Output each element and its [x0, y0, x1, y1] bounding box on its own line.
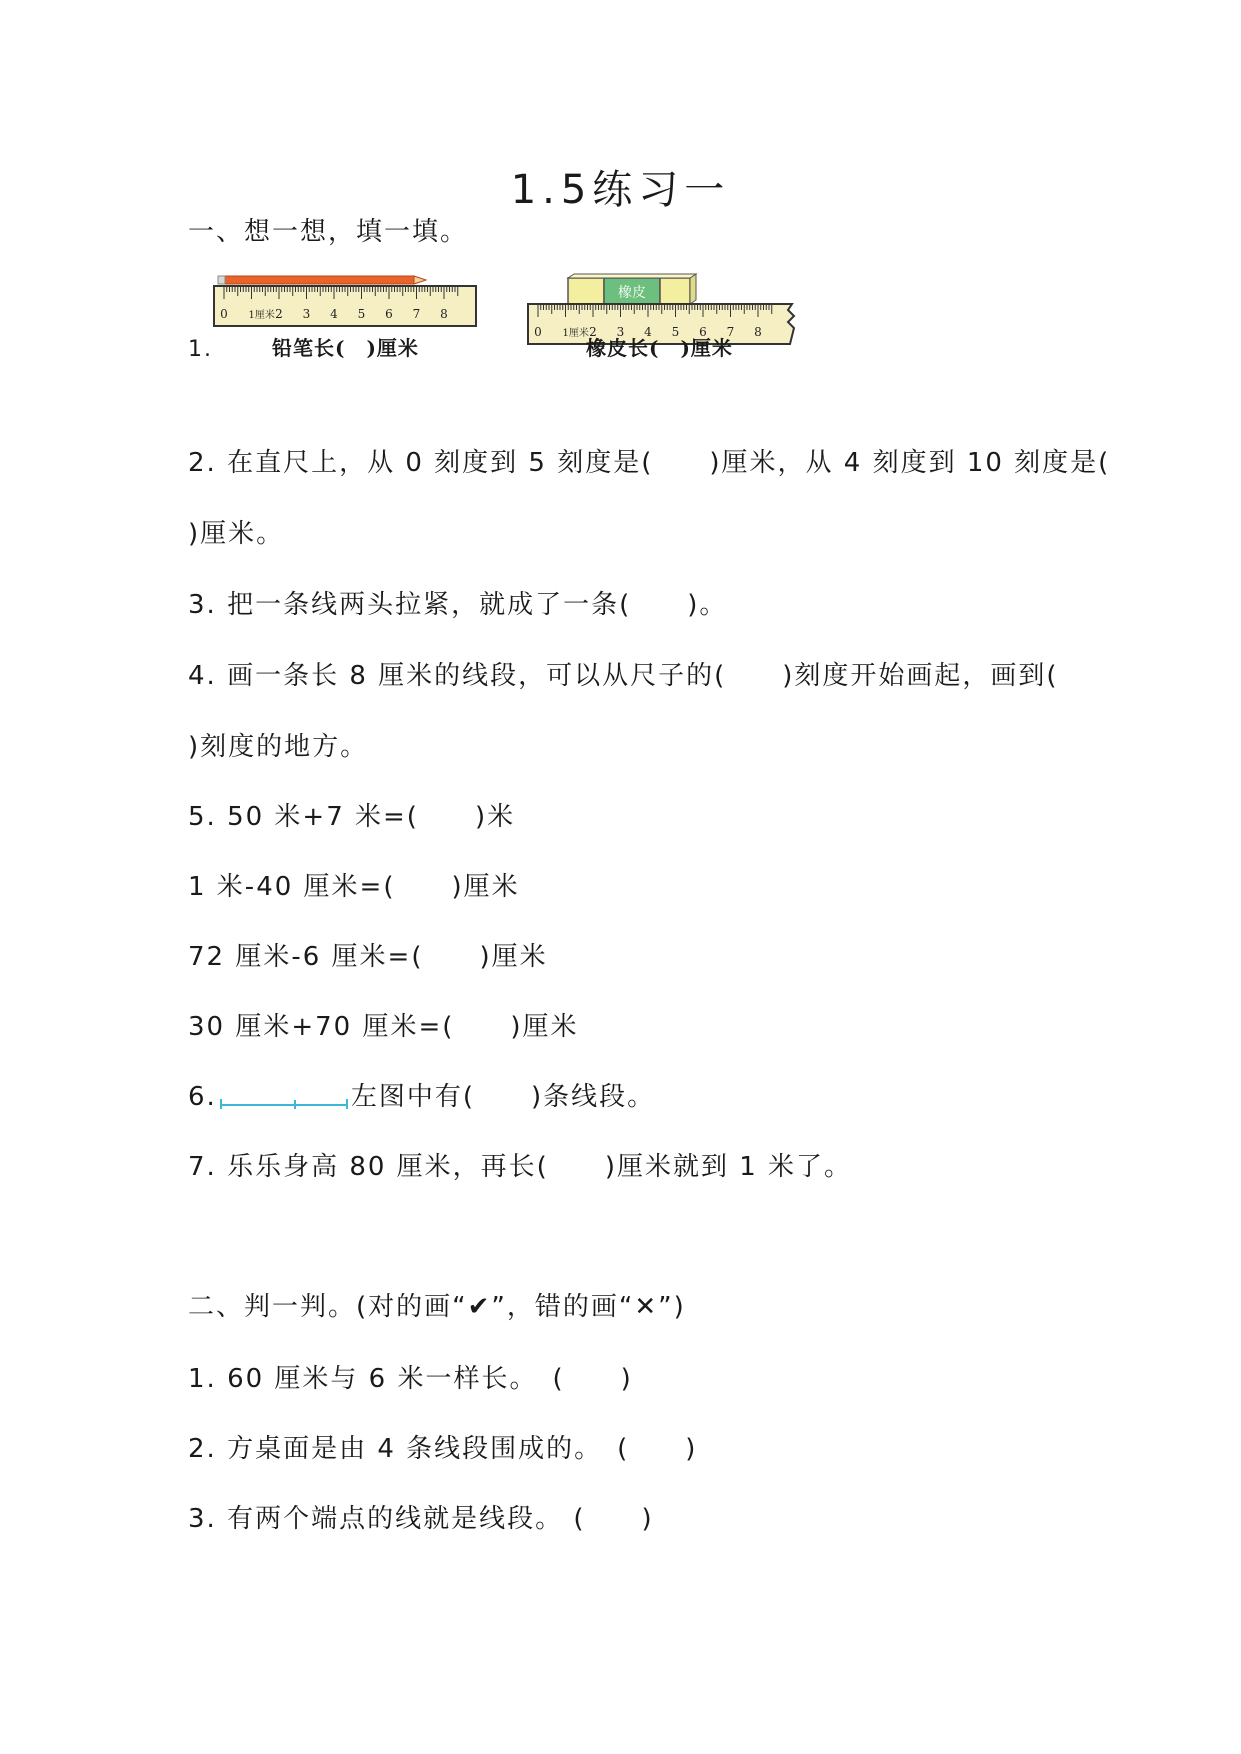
ruler-tick-label: 3 [302, 307, 311, 321]
ruler-tick-label: 5 [357, 307, 366, 321]
page-title: 1.5练习一 [510, 167, 731, 213]
q5-b: 1 米-40 厘米=( )厘米 [188, 872, 520, 902]
ruler-tick-label: 2 [275, 307, 283, 321]
pencil-icon [224, 276, 414, 284]
eraser-ruler-figure [524, 285, 814, 368]
line-segment-figure [219, 1087, 349, 1109]
q3: 3. 把一条线两头拉紧，就成了一条( )。 [188, 590, 728, 620]
judge-item-1: 1. 60 厘米与 6 米一样长。 ( ) [188, 1364, 633, 1394]
q2-line1: 2. 在直尺上，从 0 刻度到 5 刻度是( )厘米，从 4 刻度到 10 刻度是( [188, 448, 1111, 478]
eraser-caption: 橡皮长( )厘米 [586, 336, 733, 360]
ruler-tick-label: 0 [534, 325, 542, 339]
pencil-caption: 铅笔长( )厘米 [272, 336, 419, 360]
q4-line2: )刻度的地方。 [188, 732, 369, 762]
q4-line1: 4. 画一条长 8 厘米的线段，可以从尺子的( )刻度开始画起，画到( [188, 661, 1059, 691]
ruler-tick-label: 6 [385, 307, 393, 321]
q2-line2: )厘米。 [188, 519, 285, 549]
ruler-tick-label: 7 [412, 307, 421, 321]
q5-d: 30 厘米+70 厘米=( )厘米 [188, 1012, 579, 1042]
ruler-tick-label: 5 [671, 325, 680, 339]
q7: 7. 乐乐身高 80 厘米，再长( )厘米就到 1 米了。 [188, 1152, 853, 1182]
ruler-tick-label: 8 [754, 325, 762, 339]
q5-c: 72 厘米-6 厘米=( )厘米 [188, 942, 548, 972]
ruler-tick-label: 3 [616, 325, 625, 339]
ruler-tick-label: 7 [726, 325, 735, 339]
q5-a: 5. 50 米+7 米=( )米 [188, 802, 516, 832]
q6-text: 左图中有( )条线段。 [350, 1082, 656, 1112]
pencil-ruler-illustration [210, 272, 480, 332]
ruler-tick-label: 8 [440, 307, 448, 321]
ruler-tick-label: 0 [220, 307, 228, 321]
q1-number: 1. [188, 337, 213, 362]
eraser-label: 橡皮 [618, 285, 646, 301]
ruler-tick-label: 6 [699, 325, 707, 339]
pencil-ruler-figure [210, 272, 480, 362]
section1-heading: 一、想一想，填一填。 [188, 217, 469, 247]
section2-heading: 二、判一判。(对的画“✔”，错的画“✕”) [188, 1292, 686, 1322]
ruler-tick-label: 2 [589, 325, 597, 339]
ruler-tick-label: 1厘米 [562, 328, 589, 339]
ruler-tick-label: 4 [644, 325, 652, 339]
judge-item-2: 2. 方桌面是由 4 条线段围成的。 ( ) [188, 1434, 698, 1464]
q6 [188, 1080, 655, 1114]
judge-item-3: 3. 有两个端点的线就是线段。 ( ) [188, 1504, 654, 1534]
ruler-tick-label: 1厘米 [248, 310, 275, 321]
ruler-tick-label: 4 [330, 307, 338, 321]
q6-number: 6. [188, 1082, 217, 1112]
